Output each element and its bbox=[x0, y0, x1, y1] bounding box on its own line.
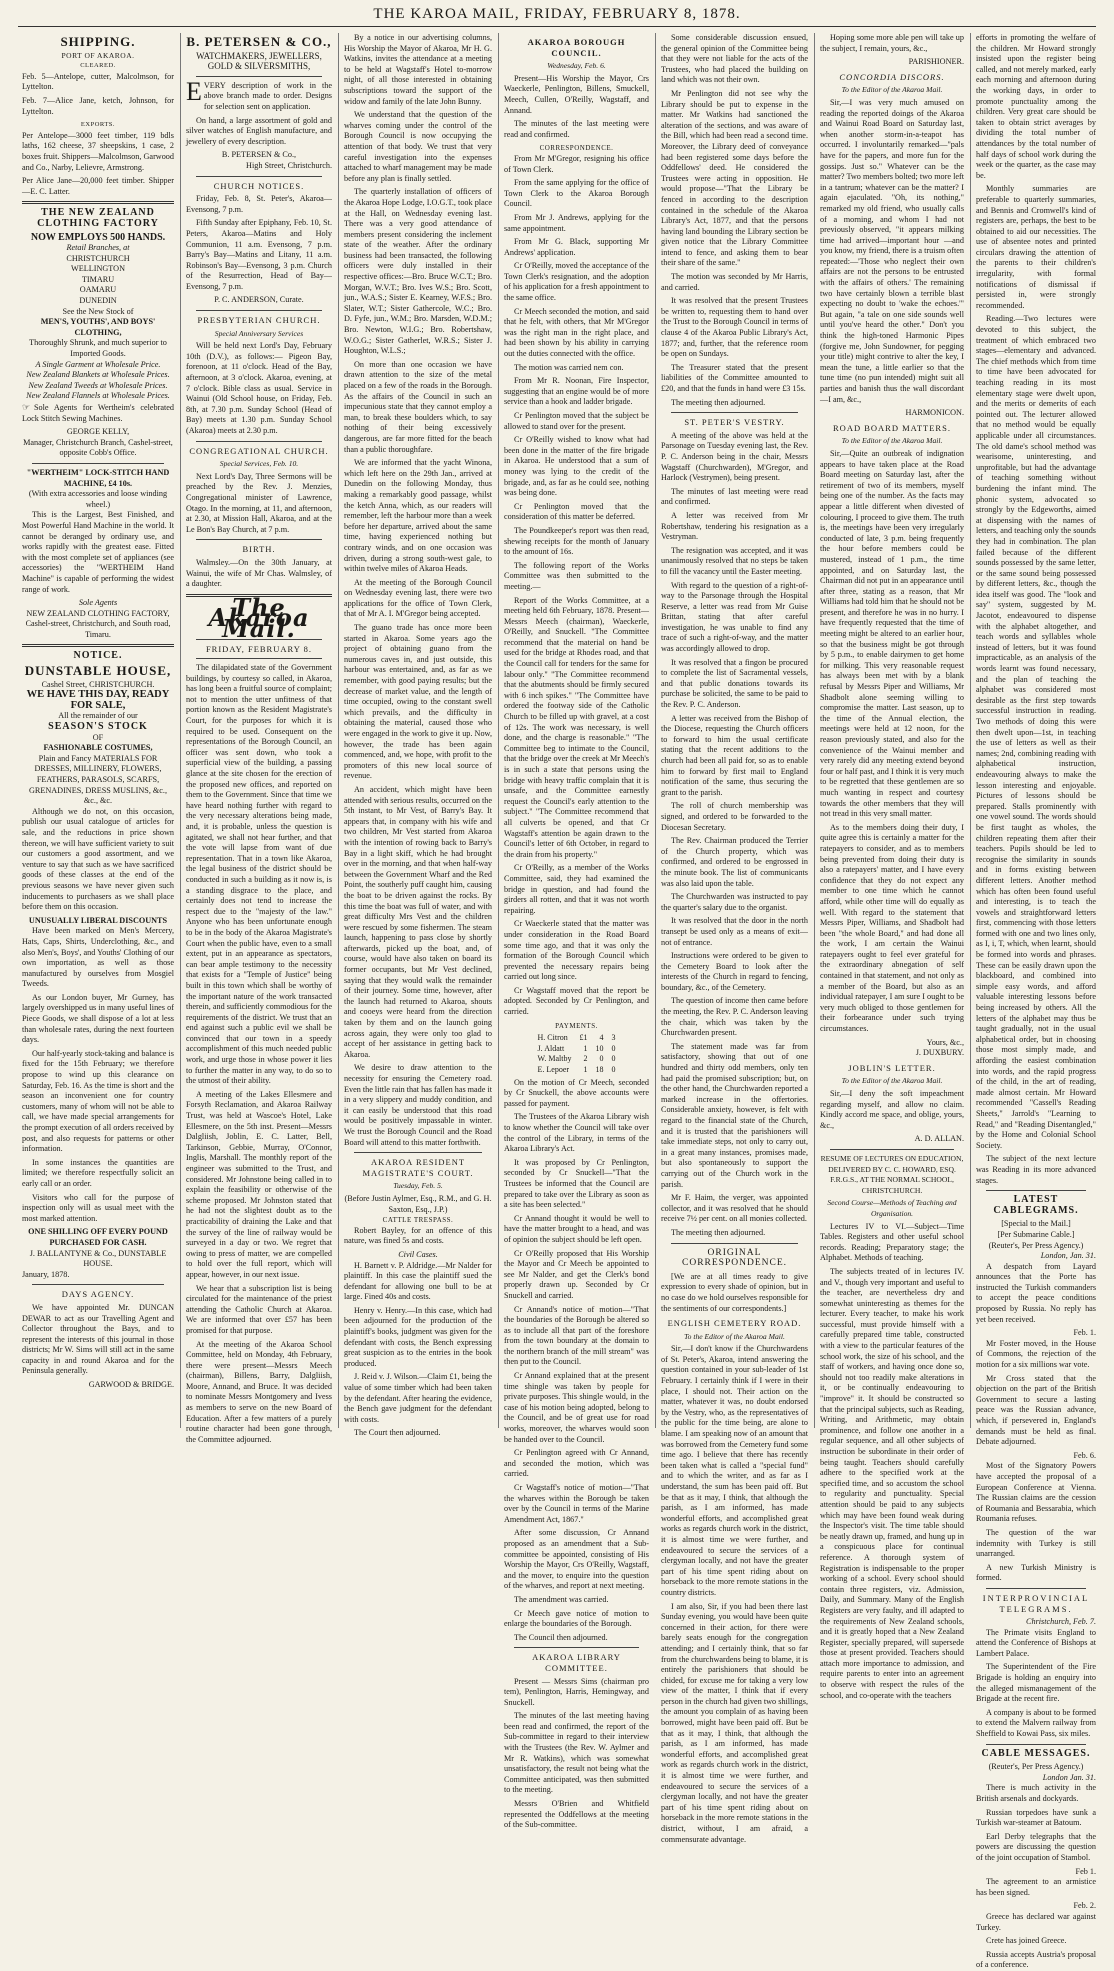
article-paragraph: The Churchwarden was instructed to pay the quarter's salary due to the organist. bbox=[661, 892, 808, 912]
ad-body: We have appointed Mr. DUNCAN DEWAR to act as our Travelling Agent and Collector throughout the Bays, and to represent the interests of this journal in those districts; Mr W. Sims will still act in the same capacity in and round Akaroa and for the Peninsula generally. bbox=[22, 1302, 174, 1376]
cable-item: Crete has joined Greece. bbox=[986, 1936, 1067, 1946]
signature: B. PETERSEN & Co., bbox=[221, 150, 297, 160]
notice-text: Will be held next Lord's Day, February 10th (D.V.), as follows:— Pigeon Bay, forenoon, at 11 o'clock. Head of the Bay, afternoon, at 3 o'clock. Akaroa, evening, at 7 o'clock. Bible class as usual. Service in Wainui (Old School house, on Friday, Feb. 8th, at 7.30 p.m. Sunday School (Head of Bay) meets at 1.30 p.m. Sunday School (Akaroa) meets at 2.30 p.m. bbox=[186, 341, 332, 435]
article-paragraph: The motion was carried nem con. bbox=[514, 362, 624, 372]
article-paragraph: At the meeting of the Akaroa School Committee, held on Monday, 4th February, there were present—Messrs Meech (chairman), Billens, Barry, Dalgliish, Moore, Annand, and Bruce. It was decided to nominate Messrs Montgomery and Ivess as members to serve on the new Board of Education. After a few matters of a purely routine character had been gone through, the Committee adjourned. bbox=[186, 1339, 332, 1444]
article-paragraph: Cr Penlington agreed with Cr Annand, and seconded the motion, which was carried. bbox=[504, 1448, 649, 1479]
article-paragraph: The Court then adjourned. bbox=[354, 1428, 441, 1438]
exports-entry: Per Antelope—3000 feet timber, 119 bdls laths, 162 cheese, 37 sheepskins, 1 case, 2 boxes fruit. Shippers—Malcolmson, Garwood and Co., Narby, Lelievre, Armstrong. bbox=[22, 130, 174, 172]
article-paragraph: A letter was received from the Bishop of the Diocese, requesting the Church officers to forward to him the usual certificate stating that the recent additions to the church had been all paid for, so as to enable him to forward by first mail to England notification of the same, thus securing the grant to the parish. bbox=[661, 713, 808, 797]
branch-list bbox=[22, 254, 174, 307]
letter-heading: ENGLISH CEMETERY ROAD. bbox=[667, 1318, 802, 1329]
divider bbox=[196, 441, 322, 442]
masthead: THE KAROA MAIL, FRIDAY, FEBRUARY 8, 1878. bbox=[373, 6, 741, 22]
divider bbox=[671, 1243, 798, 1244]
payment-cell: 4 bbox=[599, 1033, 604, 1043]
ad-heading: FASHIONABLE COSTUMES, bbox=[43, 743, 153, 753]
notice-text: Next Lord's Day, Three Sermons will be preached by the Rev. J. Menzies, Congregational minister of Lawrence, Otago. In the morning, at 11, and afternoon, at 2.30, at Mission Hall, Akaroa, and at the Le Bon's Bay Church, at 7 p.m. bbox=[186, 471, 332, 534]
dunstable-heading: DUNSTABLE HOUSE, bbox=[24, 663, 172, 679]
cable-item: Earl Derby telegraphs that the powers are discussing the question of the joint occupation of Stambol. bbox=[976, 1831, 1096, 1862]
ad-heading: UNUSUALLY LIBERAL DISCOUNTS bbox=[28, 915, 168, 925]
column-6 bbox=[820, 33, 964, 1700]
ad-line: New Zealand Blankets at Wholesale Prices. bbox=[26, 370, 170, 380]
divider bbox=[514, 1647, 639, 1648]
cable-item: A new Turkish Ministry is formed. bbox=[976, 1562, 1096, 1583]
divider bbox=[671, 412, 798, 413]
column-7 bbox=[976, 33, 1096, 1970]
divider bbox=[986, 1588, 1086, 1589]
ad-line: New Zealand Flannels at Wholesale Prices. bbox=[26, 391, 170, 401]
column-rule bbox=[180, 33, 181, 1428]
ad-body: As our London buyer, Mr Gurney, has largely overshipped us in many useful lines of Piece Goods, we shall dispose of a lot at less than wholesale rates, during the next fourteen days. bbox=[22, 992, 174, 1045]
ad-line: New Zealand Tweeds at Wholesale Prices. bbox=[28, 380, 168, 390]
article-paragraph: Present—His Worship the Mayor, Crs Waeckerle, Penlington, Billens, Smuckell, Meech, Cullen, O'Reilly, Wagstaff, and Annand. bbox=[504, 73, 649, 115]
payment-cell: E. Lepoer bbox=[537, 1065, 570, 1075]
article-paragraph: efforts in promoting the welfare of the children. Mr Howard strongly insisted upon the register being called, and not merely marked, early each morning and afternoon during the working days, in order to promote punctuality among the children. Very great care should be taken to obtain strict averages by dividing the total number of attendances by the total number of half days of school work during the week or the quarter, as the case may be. bbox=[976, 33, 1096, 180]
cable-item: Russian torpedoes have sunk a Turkish war-steamer at Batoum. bbox=[976, 1807, 1096, 1828]
payment-cell: £1 bbox=[579, 1033, 588, 1043]
payment-row bbox=[534, 1065, 620, 1076]
subheading: Second Course—Methods of Teaching and Organisation. bbox=[827, 1198, 957, 1218]
article-paragraph: At the meeting of the Borough Council on Wednesday evening last, there were two applications for the office of Town Clerk, that of Mr A. I. M'Gregor being accepted. bbox=[344, 577, 492, 619]
correspondence-heading: ORIGINAL CORRESPONDENCE. bbox=[682, 1247, 787, 1269]
article-paragraph: A letter was received from Mr Robertshaw, tendering his resignation as a Vestryman. bbox=[661, 510, 808, 542]
dateline: London Jan. 31. bbox=[1042, 1772, 1096, 1782]
ad-line: High Street, Christchurch. bbox=[246, 160, 332, 170]
article-paragraph: The Rev. Chairman produced the Terrier of the Church property, which was confirmed, and ordered to be engrossed in the minute book. The list of communicants was also laid upon the table. bbox=[661, 836, 808, 888]
letter-body: Hoping some more able pen will take up the subject, I remain, yours, &c., bbox=[820, 33, 964, 53]
article-paragraph: Cr Annand's notice of motion—"That the boundaries of the Borough be altered so as to include all that part of the foreshore from the town boundary at the domain to the northern branch of the mill stream" was then put to the Council. bbox=[504, 1304, 649, 1367]
article-paragraph: A meeting of the Lakes Ellesmere and Forsyth Reclamation, and Akaroa Railway Trust, was held at Wascoe's Hotel, Lake Ellesmere, on the 5th inst. Present—Messrs Dalgliish, Joblin, E. C. Latter, Bell, Tarkinson, Gebbie, Murray, O'Connor, Inglis, Marshall. The monthly report of the engineer was submitted to the Trust, and considered. Mr Johnstone being called in to explain the feasibility or otherwise of the scheme proposed. Mr Johnston stated that he had not the slightest doubt as to the practicability of draining the Lake and that the survey of the line of railway would be surveyed in a day or two. We regret that owing to press of matter, we are compelled to hold over the full report, which will appear, however, in our next issue. bbox=[186, 1089, 332, 1279]
article-paragraph: Messrs O'Brien and Whitfield represented the Oddfellows at the meeting of the Sub-committee. bbox=[504, 1799, 649, 1830]
ad-line: (With extra accessories and loose winding wheel.) bbox=[28, 489, 168, 509]
shipping-heading: SHIPPING. bbox=[60, 34, 136, 49]
article-paragraph: From Mr M'Gregor, resigning his office of Town Clerk. bbox=[504, 153, 649, 174]
cleared-label: CLEARED. bbox=[80, 62, 116, 70]
signature: A. D. ALLAN. bbox=[914, 1134, 964, 1144]
editor-note: [We are at all times ready to give expression to every shade of opinion, but in no case do we hold ourselves responsible for the sentiments of our correspondents.] bbox=[661, 1271, 808, 1313]
article-paragraph: The minutes of the last meeting having been read and confirmed, the report of the Sub-committee in regard to their interview with the Trustees (the Rev. W. Aylmer and Mr R. Watkins), which was somewhat unsatisfactory, the result not being what the Committee anticipated, was then submitted to the meeting. bbox=[504, 1711, 649, 1795]
ad-line: All the remainder of our bbox=[58, 711, 138, 721]
payment-cell: 1 bbox=[583, 1065, 588, 1075]
signature: P. C. ANDERSON, Curate. bbox=[214, 295, 304, 305]
church-heading: CHURCH NOTICES. bbox=[213, 180, 305, 191]
article-paragraph: H. Barnett v. P. Aldridge.—Mr Nalder for plaintiff. In this case the plaintiff sued the defendant for allowing one bull to be at large. Fined 40s and costs. bbox=[344, 1260, 492, 1302]
article-paragraph: Cr Annand explained that at the present time shingle was taken by people for private purposes. This shingle would, in the case of his motion being adopted, belong to the Council, and be of great use for road works, moreover, the wharves would soon be handed over to the Council. bbox=[504, 1371, 649, 1444]
article-paragraph: Monthly summaries are preferable to quarterly summaries, and Bennis and Cromwell's kind of registers are, perhaps, the best to be obtained to aid our necessities. The use of absentee notes and printed circulars drawing the attention of the parents to their children's irregularity, with formal notifications of dismissal if persisted in, were strongly recommended. bbox=[976, 184, 1096, 310]
ad-body: Although we do not, on this occasion, publish our usual catalogue of articles for sale, and the reductions in price shown thereon, we will have sufficient variety to suit our customers a good assortment, and we venture to say that such as we have sacrificed goods of these classes at the end of the previous seasons we have never given such inducements to purchasers as we shall place before them on this occasion. bbox=[22, 806, 174, 912]
column-2 bbox=[186, 33, 332, 1444]
divider bbox=[196, 310, 322, 311]
article-paragraph: Cr Wagstaff's notice of motion—"That the wharves within the Borough be taken over by the Council in terms of the Marine Amendment Act, 1867." bbox=[504, 1483, 649, 1524]
article-paragraph: By a notice in our advertising columns, His Worship the Mayor of Akaroa, Mr H. G. Watkins, invites the attendance at a meeting to be held at Wagstaff's Hotel to-morrow night, of all those interested in obtaining subscriptions toward the support of the widow and family of the late John Bunny. bbox=[344, 33, 492, 106]
article-paragraph: Reading.—Two lectures were devoted to this subject, the treatment of which embraced two stages—elementary and advanced. The chief methods which from time to time have been advocated for teaching reading in its most elementary stage were dwelt upon, and the merits or demerits of each pointed out. The lecturer allowed that no method would be equally applicable under all circumstances. The old dame's school method was wearisome, uninteresting, and unprofitable, but had the advantage of teaching something without burdening the infant mind. The phonic system, advocated so strongly by the Edgeworths, aimed at dispensing with the names of letters, and teaching only the sounds they had in combination. The plan failed because of the different sounds possessed by the same letter, or the same sound being possessed by different letters, &c., though the idea itself was good. The "look and say" system, suggested by M. Jacotot, endeavoured to dispense with the alphabet altogether, and teach words and syllables whole instead of letters, but it was found impracticable, as an analysis of the words learnt was found necessary, and the plan of teaching the alphabet was considered most desirable as the first step towards successful instruction in reading. Two methods of doing this were then dwelt upon—1st, in teaching the use of letters as well as their names; 2nd, combining reading with alphabetical instruction, endeavouring always to make the lesson interesting and enjoyable. Pictures of lessons should be prepared. Stalls prominently with one vowel sound. The words should be first taught as wholes, the children repeating them after their teachers. Pupils should be led to recognise the similarity in sounds and in forms existing between different letters. Another method which has often been found useful and interesting, is to teach the vowels and straightforward letters first, commencing with those letters formed with one and two lines only, as I, i, T, which, when learnt, should be formed into words and phrases. These can be easily drawn upon the blackboard, and combined into simple easy words, and afford valuable interesting lessons before being increased by others. All the letters of the alphabet may thus be taught gradually, not in the usual alphabetical order, but in choosing those most simply made, and affording the easiest combination into words, and the rapid progress of the child, in the art of reading, made almost certain. Mr Howard recommended "Cassell's Reading Sheets," Jarrold's "Learning to Read," and "Reading Disentangled," by the Home and Colonial School Society. bbox=[976, 314, 1096, 1150]
branch-item: WELLINGTON bbox=[71, 264, 125, 274]
notice-text: Friday, Feb. 8, St. Peter's, Akaroa—Evensong, 7 p.m. bbox=[186, 194, 332, 214]
article-paragraph: The minutes of last meeting were read and confirmed. bbox=[661, 486, 808, 507]
article-paragraph: We understand that the question of the wharves coming under the control of the Borough Council is now occupying the attention of that body. We trust that very careful investigation into the expenses attached to wharf management may be made before any plan is finally settled. bbox=[344, 110, 492, 183]
paper-date: FRIDAY, FEBRUARY 8. bbox=[205, 643, 313, 654]
court-heading: AKAROA RESIDENT MAGISTRATE'S COURT. bbox=[362, 1157, 474, 1178]
cable-item: Greece has declared war against Turkey. bbox=[976, 1911, 1096, 1932]
column-3 bbox=[344, 33, 493, 1438]
article-paragraph: It was proposed by Cr Penlington, seconded by Cr Snuckell—"That the Trustees be informed that the Council are prepared to take over the Library as soon as a site has been selected." bbox=[504, 1157, 649, 1210]
cleared-entry: Feb. 5—Antelope, cutter, Malcolmson, for Lyttelton. bbox=[22, 71, 174, 92]
subheading: CATTLE TRESPASS. bbox=[382, 1216, 454, 1225]
article-paragraph: Cr Meech seconded the motion, and said that he felt, with others, that Mr M'Gregor was the right man in the right place, and had been shown by his ability in carrying out the duties connected with the office. bbox=[504, 306, 649, 359]
article-paragraph: The amendment was carried. bbox=[514, 1594, 609, 1604]
article-paragraph: An accident, which might have been attended with serious results, occurred on the 5th instant, to Mr Vest, of Barry's Bay. It appears that, in company with his wife and two children, Mr Vest started from Akaroa with the intention of rowing back to Barry's Bay in a light skiff, which he had brought over in the morning, and that when half-way between the Government Wharf and the Red Point, the southerly puff caught him, causing the boat to be driven against the rocks. By this time the boat was full of water, and with great difficulty Mrs Vest and the children were rescued by some fishermen. The steam launch, happening to pass close by shortly afterwards, picked up the boat, and, of course, would have also taken on board its former occupants, but Mr Vest declined, saying that they would walk the remainder of their journey. Some time, however, after the launch had returned to Akaroa, shouts and cooeys were heard from the direction taken by them and on the launch going across again, they were only too glad to accept of her assistance in getting back to Akaroa. bbox=[344, 784, 493, 1059]
payment-row bbox=[534, 1033, 620, 1044]
column-rule bbox=[498, 33, 499, 1428]
article-paragraph: From Mr J. Andrews, applying for the same appointment. bbox=[504, 212, 649, 233]
subheading: Tuesday, Feb. 5. bbox=[393, 1181, 443, 1191]
letter-address: To the Editor of the Akaroa Mail. bbox=[841, 1076, 943, 1086]
notice-heading: NOTICE. bbox=[73, 650, 123, 662]
cable-item: There is much activity in the British arsenals and dockyards. bbox=[976, 1783, 1096, 1803]
ad-body: In some instances the quantities are limited; we therefore respectfully solicit an early call or an order. bbox=[22, 1157, 174, 1188]
lecture-heading: RESUME OF LECTURES ON EDUCATION, DELIVERED BY C. C. HOWARD, ESQ. F.R.G.S., AT THE NORMAL SCHOOL, CHRISTCHURCH. bbox=[820, 1153, 964, 1195]
column-rule bbox=[655, 33, 656, 1428]
payment-row bbox=[534, 1044, 620, 1055]
article-paragraph: Cr O'Reilly proposed that His Worship the Mayor and Cr Meech be appointed to see Mr Nalder, and get the Clerk's bond properly drawn up. Seconded by Cr Snuckell and carried. bbox=[504, 1248, 649, 1300]
ad-heading: WE HAVE THIS DAY, READY FOR SALE, bbox=[26, 689, 170, 711]
article-paragraph: Cr Meech gave notice of motion to enlarge the boundaries of the Borough. bbox=[504, 1608, 649, 1629]
cablegrams-heading: LATEST CABLEGRAMS. bbox=[993, 1194, 1079, 1216]
article-paragraph: Present — Messrs Sims (chairman pro tem), Penlington, Harris, Hemingway, and Snuckell. bbox=[504, 1676, 649, 1707]
ad-body: Have been marked on Men's Mercery, Hats, Caps, Shirts, Underclothing, &c., and also Men's, Boys', and Youths' Clothing of our own importation, as well as those manufactured by ourselves from Mosgiel Tweeds. bbox=[22, 926, 174, 989]
days-agency-heading: DAYS AGENCY. bbox=[61, 1289, 135, 1300]
ad-line: See the New Stock of bbox=[62, 306, 134, 316]
editorial-body: The dilapidated state of the Government buildings, by courtesy so called, in Akaroa, has long been a fruitful source of complaint; not to mention the utter unfitness of that portion known as the Resident Magistrate's Court, for the purposes for which it is required to be used. Consequent on the representations of the Borough Council, an officer was sent down, who took a superficial view of the building, a passing glance at the site chosen for the erection of the proposed new offices, and reported on them to the Government. Since that time we have heard nothing further with regard to the very necessary alterations being made, and, it is probable, unless the question is agitated, we shall not hear further, and that the vote will lapse from want of due representation. That in a town like Akaroa, the legal business of the district should be conducted in such a building as it now is, is a standing disgrace to the place, and certainly does not tend to increase the respect due to the "majesty of the law." Anyone who has been unfortunate enough to be in the body of the Akaroa Magistrate's Court when the public have, even to a small extent, put in an appearance as spectators, can bear ample testimony to the necessity that exists for a "Temple of Justice" being built in this town which shall be worthy of the important nature of the work transacted therein, and sufficiently commodious for the requirements of the district. We trust that an end against such a public evil we shall be convinced that our town in a speedy accomplishment of this much needed public work, and urge those in whose power it lies to further the matter in any way, to do so to the utmost of their ability. bbox=[186, 663, 332, 1086]
letter-body: Sir,—I don't know if the Churchwardens of St. Peter's, Akaroa, intend answering the question contained in your sub-leader of 1st February. I certainly think if I were in their place, I should not. Their action on the matter, whatever it was, no doubt endorsed by the Vestry, who, as the representatives of the public for the time being, are alone to blame. I am speaking now of an amount that was borrowed from the Cemetery fund some time ago. I believe that there has recently been taken what is called a "special fund" and to which the writer, and as far as I understand, the sum has been paid off. But be that as it may, I think, that although the parish, as I am informed, has made wonderful efforts, and accomplished great works as regards church work in the district, it is almost time we were further, and endeavoured to secure the services of a clergyman locally, and not have the greater part of his time spent riding about on horseback to the more remote stations in the country districts. bbox=[661, 1344, 808, 1597]
signature: J. DUXBURY. bbox=[915, 1048, 964, 1058]
article-paragraph: Report of the Works Committee, at a meeting held 6th February, 1878. Present—Messrs Meech (chairman), Waeckerle, O'Reilly, and Snuckell. "The Committee recommend that the material on hand be used for the bridge at Rhodes road, and that the Council call for tenders for the same for labour only." "The Committee recommend that the abutments should be firmly secured with 6 inch spikes." "The Committee have ordered the footway side of the Catholic Church to be filled up with gravel, at a cost of 12s. The work was necessary, is well done, and the charge is reasonable." "The Committee beg to intimate to the Council, that the bridge over the creek at Mr Meech's is in such a state that persons using the bridge with heavy traffic complain that it is unsafe, and the Committee earnestly request the Council's early attention to the subject." "The Committee recommend that all culverts be opened, and that Cr Wagstaff's attention be again drawn to the Council's letter of 6th October, in regard to the drain from his property." bbox=[504, 595, 649, 859]
payment-cell: H. Citron bbox=[537, 1033, 568, 1043]
ad-line: Sole Agents bbox=[78, 598, 118, 608]
masthead-rule bbox=[18, 26, 1096, 27]
subheading: Special Anniversary Services bbox=[214, 328, 304, 338]
petersen-heading: B. PETERSEN & CO., bbox=[186, 34, 332, 49]
article-paragraph: The motion was seconded by Mr Harris, and carried. bbox=[661, 272, 808, 292]
column-1 bbox=[22, 33, 174, 1428]
council-heading: AKAROA BOROUGH COUNCIL. bbox=[527, 37, 626, 58]
ad-body: EVERY description of work in the above branch made to order. Designs for selection sent on application. bbox=[186, 76, 332, 111]
branch-item: OAMARU bbox=[79, 285, 117, 295]
ad-line: OF bbox=[92, 732, 104, 742]
presbyterian-heading: PRESBYTERIAN CHURCH. bbox=[197, 315, 321, 326]
article-paragraph: The Poundkeeper's report was then read, shewing receipts for the month of January to the amount of 16s. bbox=[504, 525, 649, 557]
article-paragraph: The minutes of the last meeting were read and confirmed. bbox=[504, 119, 649, 139]
exports-label: EXPORTS. bbox=[80, 121, 116, 129]
divider bbox=[354, 1152, 482, 1153]
ad-line: A Single Garment at Wholesale Price. bbox=[35, 359, 161, 369]
ad-line: MEN'S, YOUTHS', AND BOYS' CLOTHING, bbox=[40, 317, 156, 337]
subheading: [Special to the Mail.] bbox=[1001, 1219, 1071, 1229]
ad-heading: "WERTHEIM" LOCK-STITCH HAND MACHINE, £4 10s. bbox=[26, 467, 170, 488]
article-paragraph: The Trustees of the Akaroa Library wish to know whether the Council will take over the control of the Library, in terms of the Akaroa Library's Act. bbox=[504, 1112, 649, 1154]
payment-cell: 2 bbox=[583, 1054, 588, 1064]
article-paragraph: Henry v. Henry.—In this case, which had been adjourned for the production of the plaintiff's books, judgment was given for the defendant with costs, the Bench expressing great suspicion as to the entries in the book produced. bbox=[344, 1305, 492, 1368]
payment-cell: J. Aldatt bbox=[537, 1043, 565, 1053]
article-paragraph: We hear that a subscription list is being circulated for the maintenance of the priest attending the Catholic Church at Akaroa. We are informed that over £57 has been promised for that purpose. bbox=[186, 1283, 332, 1335]
ad-line: Thoroughly Shrunk, and much superior to Imported Goods. bbox=[29, 338, 167, 359]
vestry-heading: ST. PETER'S VESTRY. bbox=[684, 417, 785, 428]
subheading: Civil Cases. bbox=[398, 1249, 438, 1259]
divider bbox=[196, 539, 322, 540]
letter-body: Sir,—Quite an outbreak of indignation appears to have taken place at the Road Board meeting on Saturday last, after the retirement of two of its members, myself being one of the number. As the facts may appear a little different when divested of colouring, I proceed to give them. The truth is, the meetings have been very irregularly conducted of late, 3 p.m. being frequently the hour before members could be mustered, instead of 1 p.m., the time appointed, and on Saturday last, the Chairman did not put in an appearance until after three, stating as a reason, that Mr Williams had told him that he should not be present, and therefore he was in no hurry. I have frequently requested that the time of meeting might be altered to an earlier hour, so that the business might be got through by 5 p.m., to enable dairymen to get home for milking. This very reasonable request has always been met with by a blank refusal by Messrs Piper and Williams, Mr Shadbolt alone seeming willing to compromise the matter. Last season, up to the time of the Annual election, the meetings were held at 12 noon, for the reason previously stated, and also for the convenience of the Wainui member and very rarely did any meeting extend beyond four or half past, and I think it is very much to be regretted that these gentlemen are so much wanting in respect and courtesy towards the other members that they will not tread in this very small matter. bbox=[820, 448, 964, 819]
ad-heading: SEASON'S STOCK bbox=[48, 721, 148, 733]
subheading: (Reuter's, Per Press Agency.) bbox=[988, 1240, 1084, 1250]
subheading: Wednesday, Feb. 6. bbox=[547, 61, 606, 71]
cable-item: The agreement to an armistice has been signed. bbox=[976, 1877, 1096, 1897]
telegram-item: The Superintendent of the Fire Brigade is holding an enquiry into the alleged mismanagement of the Brigade at the recent fire. bbox=[976, 1662, 1096, 1704]
article-paragraph: Mr Penlington did not see why the Library should be put to expense in the matter. Mr Watkins had sanctioned the alteration of the sections, and was aware of the Bill, which had been read a second time. Moreover, the Library deed of conveyance had been registered some days before the Oddfellows' deed. He considered the Trustees were acting in opposition. He would propose—"That the Library be fenced in according to the description contained in the schedule of the Akaroa Library's Act, 1877, and that the persons having land bounding the Library section be given notice that the Library Committee intend to fence, and asking them to bear their share of the same." bbox=[661, 88, 808, 268]
letter-address: To the Editor of the Akaroa Mail. bbox=[841, 436, 943, 446]
article-paragraph: We desire to draw attention to the necessity for ensuring the Cemetery road. Even the little rain that has fallen has made it in a very slippery and muddy condition, and it can easily be understood that this road would be positively impassable in winter. We trust the Borough Council and the Road Board will attend to this matter forthwith. bbox=[344, 1063, 493, 1147]
divider bbox=[986, 1190, 1086, 1191]
divider bbox=[22, 201, 174, 204]
ad-line: January, 1878. bbox=[22, 1269, 70, 1279]
letter-heading: JOBLIN'S LETTER. bbox=[848, 1062, 936, 1073]
clothing-factory-title: THE NEW ZEALAND CLOTHING FACTORY bbox=[37, 207, 159, 229]
signature: HARMONICON. bbox=[905, 408, 964, 418]
article-paragraph: Cr Penlington moved that the consideration of this matter be deferred. bbox=[504, 501, 649, 522]
ad-line: NEW ZEALAND CLOTHING FACTORY, Cashel-street, Christchurch, and South road, Timaru. bbox=[25, 608, 171, 639]
divider bbox=[32, 463, 164, 464]
ad-body: Visitors who call for the purpose of inspection only will as usual meet with the most marked attention. bbox=[22, 1192, 174, 1223]
divider bbox=[196, 76, 322, 77]
divider bbox=[196, 176, 322, 177]
ad-line: Plain and Fancy MATERIALS FOR DRESSES, MILLINERY, FLOWERS, FEATHERS, PARASOLS, SCARFS, GRENADINES, DRESS MUSLINS, &c., &c., &c. bbox=[28, 753, 168, 806]
article-paragraph: On more than one occasion we have drawn attention to the size of the metal placed on a few of the roads in the Borough. As the affairs of the Council in such an impecunious state that they cannot employ a man, to break these boulders which, to say nothing of their being excessively dangerous, are far more fitted for the beach than a public thoroughfare. bbox=[344, 359, 492, 454]
court-bench: (Before Justin Aylmer, Esq., R.M., and G. H. Saxton, Esq., J.P.) bbox=[344, 1193, 492, 1214]
article-paragraph: The subjects treated of in lectures IV. and V., though very important and useful to the teacher, are nevertheless dry and somewhat uninteresting as themes for the lecturer. Every teacher, to make his work successful, must provide himself with a carefully prepared time table, constructed with a view to the particular features of the school work, the size of his school, and the staff of workers, and having once done so, should not too readily make alterations in it, or be continually endeavouring to "improve" it. It should be constructed so that the principal subjects, such as Reading, Writing, and Arithmetic, may obtain prominence, and follow one another in a regular sequence, and all other subjects of instruction be subordinate in their order of being taught. Teachers should carefully adhere to the specified work at the specified time, and so accustom the school to regularity and punctuality. Special attention should be paid to any subjects which may have been found weak during the Inspector's visit. The time table should be neatly drawn up, framed, and hung up in a conspicuous place for continual reference. A thorough system of Registration is indispensable to the proper working of a school. Every school should contain three registers, viz. Admission, Daily, and Summary. Many of the English Registers are very faulty, and ill adapted to the requirements of New Zealand schools, and it is greatly hoped that a New Zealand Register, specially prepared, will supersede those at present provided. Teachers should attach more importance to admission, and require parents to enter into an agreement to observe with respect the rules of the school, and co-operate with the teachers bbox=[820, 1266, 964, 1700]
subheading: PAYMENTS. bbox=[555, 1021, 598, 1030]
article-paragraph: After some discussion, Cr Annand proposed as an amendment that a Sub-committee be appointed, consisting of His Worship the Mayor, Crs O'Reilly, Wagstaff, and the mover, to enquire into the question of the wharves, and report at next meeting. bbox=[504, 1528, 649, 1591]
payments-table bbox=[534, 1033, 620, 1075]
ad-heading: ONE SHILLING OFF EVERY POUND PURCHASED FOR CASH. bbox=[28, 1227, 168, 1247]
telegrams-heading: INTERPROVINCIAL TELEGRAMS. bbox=[982, 1592, 1090, 1614]
article-paragraph: The meeting then adjourned. bbox=[671, 397, 766, 407]
article-paragraph: The roll of church membership was signed, and ordered to be forwarded to the Diocesan Secretary. bbox=[661, 801, 808, 832]
article-paragraph: Some considerable discussion ensued, the general opinion of the Committee being that they were not liable for the acts of the Trustees, who had placed the building on land which was not their own. bbox=[661, 33, 808, 85]
letter-address: To the Editor of the Akaroa Mail. bbox=[841, 85, 943, 95]
article-paragraph: It was resolved that the present Trustees be written to, requesting them to hand over the Trust to the Borough Council in terms of clause 4 of the Akaroa Public Library's Act, 1877; and, further, that the reference room be open on Sundays. bbox=[661, 296, 808, 359]
cleared-entry: Feb. 7—Alice Jane, ketch, Johnson, for Lyttelton. bbox=[22, 95, 174, 116]
ad-body: Our half-yearly stock-taking and balance is fixed for the 15th February; we therefore propose to wind up this clearance on Saturday, Feb. 16. As the time is short and the season an inconvenient one for country customers, many of whom will not be able to call, we have made special arrangements for the prompt execution of all orders received by post, and also requests for patterns or other information. bbox=[22, 1048, 174, 1154]
payment-cell: 1 bbox=[583, 1043, 588, 1053]
article-paragraph: The meeting then adjourned. bbox=[671, 1227, 766, 1237]
article-paragraph: J. Reid v. J. Wilson.—Claim £1, being the value of some timber which had been taken by the defendant. After hearing the evidence, the Bench gave judgment for the defendant with costs. bbox=[344, 1372, 492, 1424]
article-paragraph: Cr O'Reilly, as a member of the Works Committee, said, they had examined the bridge in question, and had found the girders all rotten, and that it was not worth repairing. bbox=[504, 863, 649, 915]
article-paragraph: From Mr R. Noonan, Fire Inspector, suggesting that an engine would be of more service than a hook and ladder brigade. bbox=[504, 376, 649, 407]
article-paragraph: The question of income then came before the meeting, the Rev. P. C. Anderson leaving the chair, which was taken by the Churchwarden present. bbox=[661, 996, 808, 1038]
payment-cell: 3 bbox=[611, 1033, 616, 1043]
payment-cell: 0 bbox=[611, 1065, 616, 1075]
subheading: [Per Submarine Cable.] bbox=[997, 1229, 1075, 1239]
article-paragraph: A meeting of the above was held at the Parsonage on Tuesday evening last, the Rev. P. C. Anderson being in the chair, Messrs Wagstaff (Churchwarden), M'Gregor, and Harlock (Vestrymen), being present. bbox=[661, 430, 808, 483]
article-paragraph: The subject of the next lecture was Reading in its more advanced stages. bbox=[976, 1154, 1096, 1185]
payment-cell: 0 bbox=[599, 1054, 604, 1064]
letter-body: Sir,—I deny the soft impeachment regarding myself, and allow no claim. Kindly accord me space, and oblige, yours, &c., bbox=[820, 1089, 964, 1130]
library-committee-heading: AKAROA LIBRARY COMMITTEE. bbox=[532, 1652, 621, 1673]
port-label: PORT OF AKAROA. bbox=[61, 50, 135, 60]
cable-item: Russia accepts Austria's proposal of a conference. bbox=[976, 1949, 1096, 1970]
letter-address: To the Editor of the Akaroa Mail. bbox=[684, 1331, 785, 1341]
notice-text: Walmsley.—On the 30th January, at Wainui, the wife of Mr Chas. Walmsley, of a daughter. bbox=[186, 557, 332, 589]
letter-body: Sir,—I was very much amused on reading the reported doings of the Akaroa and Wainui Road Board on Saturday last, when another storm-in-a-teapot has occurred. I involuntarily remarked—"pals have for the papers, and more fun for the gossips. Just so." Whatever can be the matter? Two members bolted; two more left in a tantrum; whatever can be the matter? I again ejaculated. "Oh, its nothing," remarked my old friend, who usually calls of a morning, and whom I had not previously observed, "it appears milking time had arrived—important hour —and you know, my friend, there is a truism often repeated:—'Those who neglect their own affairs are not the persons to be entrusted with the affairs of others.' The remaining two have certainly blown a terrible blast expecting no doubt to 'wake the echoes.'" But again, "a tale on one side sounds well until you've heard the other." Don't you think the high-toned Harmonic Pipes (forgive me, John Sundowner, for pegging your title) might contrive to alter the key, I mean the tune, a little earlier so that the tune time (no pun intended) might suit all parties and banish thus the wall discordant—I am, &c., bbox=[820, 97, 964, 404]
divider bbox=[22, 644, 174, 647]
article-paragraph: Cr Waeckerle stated that the matter was under consideration in the Road Board some time ago, and that it was only the formation of the Borough Council which prevented the necessary repairs being carried out long since. bbox=[504, 919, 649, 982]
dateline: Feb 1. bbox=[1075, 1866, 1096, 1876]
branches-label: Retail Branches, at bbox=[66, 243, 130, 253]
column-rule bbox=[338, 33, 339, 1428]
divider bbox=[986, 1744, 1086, 1745]
ad-body: On hand, a large assortment of gold and silver watches of English manufacture, and jewellery of every description. bbox=[186, 115, 332, 146]
ad-line: GEORGE KELLY, bbox=[66, 427, 130, 437]
article-paragraph: The quarterly installation of officers of the Akaroa Hope Lodge, I.O.G.T., took place at the Hall, on Wednesday evening last. There was a very good attendance of members present considering the inclement state of the weather. After the ordinary business had been transacted, the following officers were duly installed in their respective offices:—Bro. Bruce W.C.T.; Bro. Morgan, W.V.T.; Bro. Ives W.S.; Bro. Scott, jun., W.A.S.; Sister E. Kearney, W.F.S.; Bro. Slater, W.T.; Sister Gathercole, W.C.; Bro. D. Fyfe, jun., W.M.; Bro. Marsden, W.D.M.; Bro. Newton, W.I.G.; Bro. Robertshaw, W.O.G.; Sister Gatherlet, W.R.S.; Sister J. Houghton, W.L.S.; bbox=[344, 187, 492, 356]
letter-body: As to the members doing their duty, I quite agree this is certainly a matter for the ratepayers to consider, and as to members being prevented from doing their duty is also a ratepayers' matter, and I have every confidence that they do not expect any member to one time which he cannot afford, while other time will do equally as well. With regard to the statement that Messrs Piper, Williams, and Shadbolt had been "the whole Board," and had done all the work, I am certain the Wainui ratepayers ought to feel ever grateful for the extraordinary abnegation of self contained in that statement, and not only as a member of the Board, but also as an individual ratepayer, I am sure I ought to be very much obliged to those gentlemen for their forbearance under such trying circumstances. bbox=[820, 822, 964, 1034]
branch-item: CHRISTCHURCH bbox=[66, 253, 130, 263]
branch-item: DUNEDIN bbox=[79, 296, 117, 306]
payment-cell: 18 bbox=[595, 1065, 604, 1075]
pointing-hand-icon: ☞ bbox=[22, 402, 31, 412]
cable-messages-heading: CABLE MESSAGES. bbox=[981, 1747, 1091, 1759]
clothing-factory-headline: NOW EMPLOYS 500 HANDS. bbox=[30, 231, 166, 243]
column-5 bbox=[661, 33, 808, 1844]
letter-heading: ROAD BOARD MATTERS. bbox=[833, 422, 951, 433]
article-paragraph: From the same applying for the office of Town Clerk to the Akaroa Borough Council. bbox=[504, 178, 649, 209]
notice-text: Fifth Sunday after Epiphany, Feb. 10, St. Peters, Akaroa—Matins and Holy Communion, 11 a.m. Evensong, 7 p.m. Barry's Bay—Matins and Litany, 11 a.m. Robinson's Bay—Evensong, 3 p.m. Church of the Resurrection, Head of Bay—Evensong, 7 p.m. bbox=[186, 218, 332, 291]
signature: PARISHIONER. bbox=[908, 57, 964, 67]
column-4 bbox=[504, 33, 649, 1830]
cable-item: The question of the war indemnity with Turkey is still unarranged. bbox=[976, 1527, 1096, 1559]
dateline: Christchurch, Feb. 7. bbox=[1026, 1617, 1096, 1627]
telegram-item: The Primate visits England to attend the Conference of Bishops at Lambert Palace. bbox=[976, 1627, 1096, 1658]
subheading: CORRESPONDENCE. bbox=[539, 144, 614, 153]
divider bbox=[830, 1149, 954, 1150]
article-paragraph: Cr Penlington moved that the subject be allowed to stand over for the present. bbox=[504, 411, 649, 431]
ad-line: Manager, Christchurch Branch, Cashel-street, opposite Cobb's Office. bbox=[23, 437, 173, 458]
letter-closing: Yours, &c., bbox=[926, 1037, 964, 1047]
article-paragraph: Cr O'Reilly, moved the acceptance of the Town Clerk's resignation, and the adoption of his application for a fresh appointment to the same office. bbox=[504, 261, 649, 303]
article-paragraph: The statement made was far from satisfactory, showing that out of one hundred and thirty odd members, only ten had paid the promised subscription; but, on the other hand, the Churchwarden reported a marked increase in the offertories. Considerable anxiety, however, is felt with regard to the financial state of the Church, and it is trusted that the parishioners will take immediate steps, not only to carry out, in a great many instances, promises made, but also spontaneously to support the carrying out of the Church work in the parish. bbox=[661, 1041, 808, 1189]
cable-item: Mr Foster moved, in the House of Commons, the rejection of the motion for a six millions war vote. bbox=[976, 1338, 1096, 1370]
subheading: (Reuter's, Per Press Agency.) bbox=[988, 1762, 1084, 1772]
congregational-heading: CONGREGATIONAL CHURCH. bbox=[189, 445, 329, 456]
ad-body: This is the Largest, Best Finished, and Most Powerful Hand Machine in the world. It cannot be deranged by ordinary use, and works rapidly with the greatest ease. Fitted with the most complete set of appliances (see accessories) the "WERTHEIM Hand Machine" is capable of performing the widest range of work. bbox=[22, 510, 174, 594]
column-rule bbox=[814, 33, 815, 1428]
subheading: Special Services, Feb. 10. bbox=[219, 459, 299, 469]
branch-item: TIMARU bbox=[81, 274, 115, 284]
divider bbox=[32, 1284, 164, 1285]
payment-cell: 0 bbox=[611, 1054, 616, 1064]
article-paragraph: It was resolved that a fingon be procured to complete the list of Sacramental vessels, and that public donations towards its purchase be solicited, the same to be paid to the Rev. P. C. Anderson. bbox=[661, 657, 808, 710]
ad-line: Sole Agents for Wertheim's celebrated Lock Stitch Sewing Machines. bbox=[22, 403, 174, 423]
signature: GARWOOD & BRIDGE. bbox=[88, 1380, 174, 1390]
cable-item: A despatch from Layard announces that the Porte has instructed the Turkish commanders to accept the peace conditions proposed by Russia. No reply has yet been received. bbox=[976, 1261, 1096, 1324]
article-paragraph: We are informed that the yacht Winona, which left here on the 29th Jan., arrived at Dunedin on the following Monday, thus making a remarkably good passage, whilst the ketch Anna, which, as our readers will remember, left the harbour more than a week before her departure, arrived about the same time, having experienced nothing but contrary winds, and on one occasion was driven, during a strong south-west gale, to within twelve miles of Akaroa Heads. bbox=[344, 458, 492, 574]
payment-cell: W. Maltby bbox=[537, 1054, 572, 1064]
letter-heading: CONCORDIA DISCORS. bbox=[839, 71, 945, 82]
birth-heading: BIRTH. bbox=[242, 544, 276, 555]
article-paragraph: Instructions were ordered to be given to the Cemetery Board to look after the interests of the Church in regard to fencing, boundary, &c., of the Cemetery. bbox=[661, 951, 808, 992]
cable-item: Most of the Signatory Powers have accepted the proposal of a European Conference at Vienna. The Russian claims are the cession of Roumania and Bessarabia, which Roumania refuses. bbox=[976, 1461, 1096, 1524]
article-paragraph: Mr F. Haim, the verger, was appointed collector, and it was resolved that he should receive 7½ per cent. on all monies collected. bbox=[661, 1193, 808, 1224]
article-paragraph: Lectures IV to VI.—Subject—Time Tables. Registers and other useful school records. Reading; Preparatory stage; the Alphabet. Methods of teaching. bbox=[820, 1221, 964, 1263]
article-paragraph: The following report of the Works Committee was then submitted to the meeting.— bbox=[504, 560, 649, 591]
ad-line: WATCHMAKERS, JEWELLERS, GOLD & SILVERSMITHS, bbox=[196, 50, 322, 72]
dateline: London, Jan. 31. bbox=[1040, 1251, 1096, 1261]
dateline: Feb. 2. bbox=[1073, 1901, 1096, 1911]
article-paragraph: The guano trade has once more been started in Akaroa. Some years ago the project of obtaining guano from the numerous caves in, and just outside, this harbour was entertained, and, as far as we remember, with good paying results; but the decrease of market value, and the length of time occupied, owing to the constant swell which prevails, and the difficulty in obtaining the material, caused those who were engaged in the work to give it up. Now, however, the trade has been again commenced, and, we hope, with profit to the promoters of this new local source of revenue. bbox=[344, 623, 492, 781]
telegram-item: A company is about to be formed to extend the Malvern railway from Sheffield to Kowai Pass, six miles. bbox=[976, 1707, 1096, 1739]
article-paragraph: It was resolved that the door in the north transept be used only as a means of exit—not of entrance. bbox=[661, 916, 808, 947]
ad-line: Cashel Street, CHRISTCHURCH. bbox=[41, 679, 155, 689]
article-paragraph: Cr Wagstaff moved that the report be adopted. Seconded by Cr Penlington, and carried. bbox=[504, 985, 649, 1017]
article-paragraph: On the motion of Cr Meech, seconded by Cr Snuckell, the above accounts were passed for payment. bbox=[504, 1077, 649, 1108]
article-paragraph: Cr O'Reilly wished to know what had been done in the matter of the fire brigade in Akaroa. He understood that a sum of money was lying to the credit of the brigade, and, as far as he could see, nothing was being done. bbox=[504, 435, 649, 498]
payment-row bbox=[534, 1054, 620, 1065]
cable-item: Mr Cross stated that the objection on the part of the British Government to secure a lasting peace was the Russian advance, which, if persevered in, England's demands must be held as final. Debate adjourned. bbox=[976, 1373, 1096, 1447]
payment-cell: 0 bbox=[611, 1043, 616, 1053]
article-paragraph: With regard to the question of a right-of-way to the Parsonage through the Hospital Reserve, a letter was read from Mr Guise Brittan, stating that after careful investigation, he was unable to find any trace of such a right-of-way, and the matter was accordingly allowed to drop. bbox=[661, 580, 808, 654]
payment-cell: 10 bbox=[595, 1043, 604, 1053]
article-paragraph: Robert Bayley, for an offence of this nature, was fined 5s and costs. bbox=[344, 1225, 492, 1246]
letter-body: I am also, Sir, if you had been there last Sunday evening, you would have been quite concerned in their action, for there were barely seats enough for the congregation attending; and I certainly think, that so far from the churchwardens being to blame, it is entirely the parishioners that should be chided, for excuse me for taking a very low view of the matter, I think that if every person in the church had given two shillings, the amount you complain of as having been borrowed, might have been paid off. But be that as it may, I think, that although the parish, as I am informed, has made wonderful efforts, and accomplished great work as regards church work in the district, it is almost time we were further, and endeavoured to secure the services of a clergyman locally, and not have the greater part of his time spent riding about on horseback in the more remote stations in the district, without, I am afraid, a commensurate advantage. bbox=[661, 1601, 808, 1844]
article-paragraph: The resignation was accepted, and it was unanimously resolved that no steps be taken to fill the vacancy until the Easter meeting. bbox=[661, 545, 808, 576]
exports-entry: Per Alice Jane—20,000 feet timber. Shipper—E. C. Latter. bbox=[22, 176, 174, 196]
dateline: Feb. 1. bbox=[1073, 1328, 1096, 1338]
paper-title: The Akaroa Mail. bbox=[208, 592, 310, 643]
article-paragraph: From Mr G. Black, supporting Mr Andrews' application. bbox=[504, 237, 649, 257]
article-paragraph: The Council then adjourned. bbox=[514, 1632, 608, 1642]
dateline: Feb. 6. bbox=[1073, 1450, 1096, 1460]
column-rule bbox=[970, 33, 971, 1428]
ad-line: J. BALLANTYNE & Co., DUNSTABLE HOUSE. bbox=[29, 1248, 167, 1269]
article-paragraph: The Treasurer stated that the present liabilities of the Committee amounted to £20, and that the funds in hand were £3 15s. bbox=[661, 362, 808, 393]
article-paragraph: Cr Annand thought it would be well to have the matter brought to a head, and was of opinion the subject should be left open. bbox=[504, 1213, 649, 1244]
divider bbox=[196, 658, 322, 659]
